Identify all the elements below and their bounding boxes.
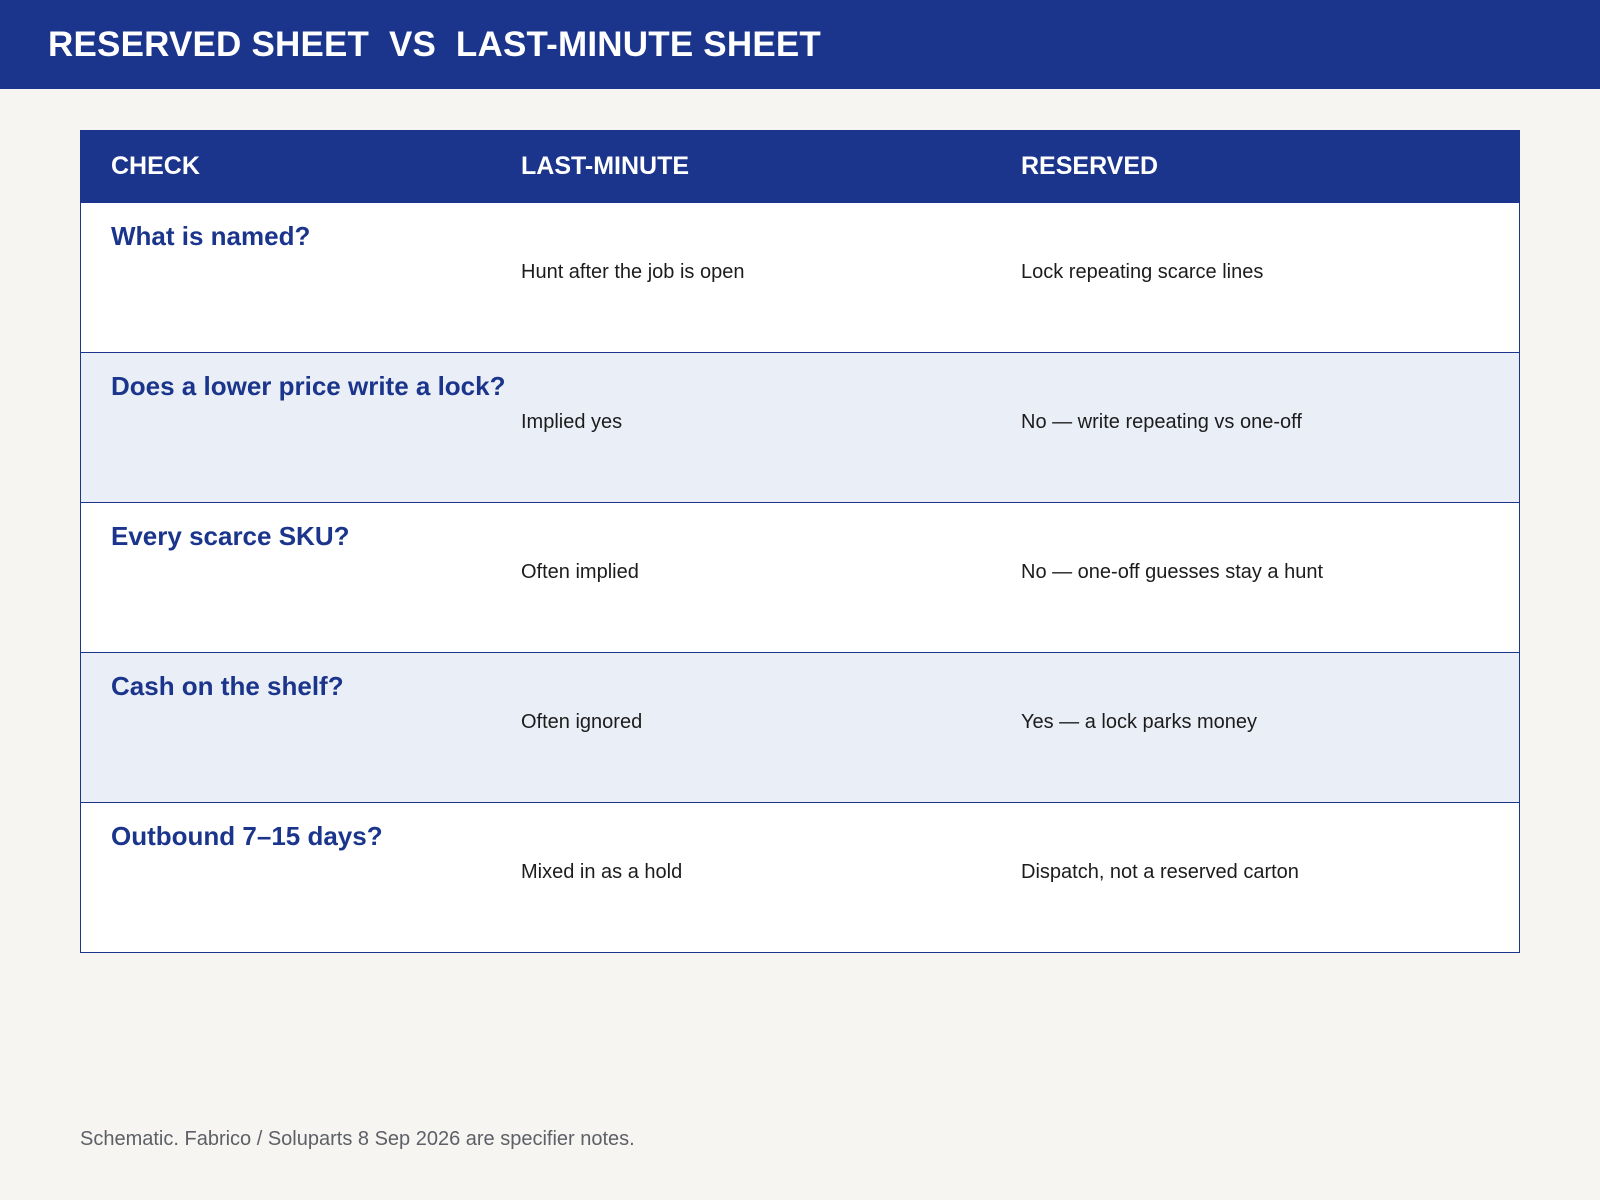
last-minute-value: Often implied <box>521 561 639 583</box>
table-row <box>81 652 1519 802</box>
comparison-table <box>80 130 1520 953</box>
column-header-last-minute: LAST-MINUTE <box>521 152 690 180</box>
last-minute-value: Often ignored <box>521 711 643 733</box>
reserved-value: No — one-off guesses stay a hunt <box>1021 561 1324 583</box>
column-header-reserved: RESERVED <box>1021 152 1159 180</box>
last-minute-value: Hunt after the job is open <box>521 261 745 283</box>
table-row <box>81 352 1519 502</box>
reserved-value: No — write repeating vs one-off <box>1021 411 1302 433</box>
table-header <box>81 131 1519 202</box>
reserved-value: Lock repeating scarce lines <box>1021 261 1264 283</box>
title-bar <box>0 0 1600 89</box>
check-question: Outbound 7–15 days? <box>111 821 383 851</box>
check-question: Does a lower price write a lock? <box>111 371 506 401</box>
check-question: What is named? <box>111 221 311 251</box>
last-minute-value: Mixed in as a hold <box>521 861 683 883</box>
table-row <box>81 802 1519 952</box>
footnote: Schematic. Fabrico / Soluparts 8 Sep 2026 are specifier notes. <box>80 1128 635 1150</box>
check-question: Cash on the shelf? <box>111 671 344 701</box>
table-row <box>81 202 1519 352</box>
reserved-value: Dispatch, not a reserved carton <box>1021 861 1299 883</box>
check-question: Every scarce SKU? <box>111 521 350 551</box>
last-minute-value: Implied yes <box>521 411 623 433</box>
page-title: RESERVED SHEET VS LAST-MINUTE SHEET <box>48 25 821 64</box>
table-row <box>81 502 1519 652</box>
reserved-value: Yes — a lock parks money <box>1021 711 1258 733</box>
column-header-check: CHECK <box>111 152 200 180</box>
